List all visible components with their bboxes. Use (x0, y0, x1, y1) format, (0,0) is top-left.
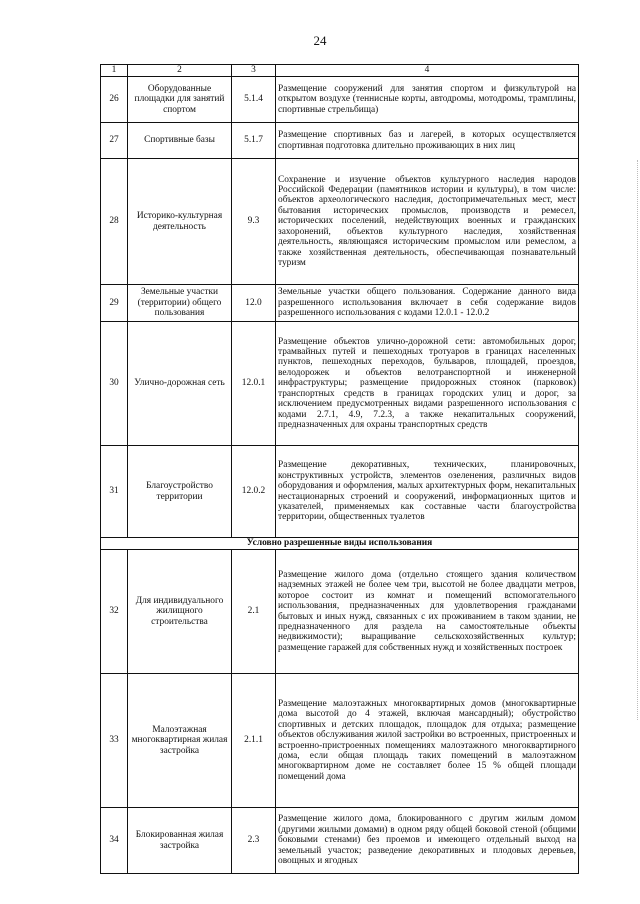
row-number: 29 (101, 285, 128, 322)
use-name: Оборудованные площадки для занятий спортом (128, 77, 232, 123)
row-number: 32 (101, 550, 128, 674)
table-row (101, 322, 579, 446)
use-name: Для индивидуального жилищного строительства (128, 550, 232, 674)
table-header-row (101, 65, 579, 77)
header-cell: 3 (232, 65, 276, 77)
use-code: 2.1 (232, 550, 276, 674)
row-number: 28 (101, 159, 128, 285)
use-description: Сохранение и изучение объектов культурного наследия народов Российской Федерации (памятников истории и культуры), в том числе: объектов археологического наследия, достопримечательных мест, мест бытования исторических промыслов, производств и ремесел, исторических поселений, недействующих военных и гражданских захоронений, объектов культурного наследия, хозяйственная деятельность, являющаяся историческим промыслом или ремеслом, а также хозяйственная деятельность, обеспечивающая познавательный туризм (276, 159, 579, 285)
header-cell: 1 (101, 65, 128, 77)
row-number: 26 (101, 77, 128, 123)
use-code: 2.1.1 (232, 674, 276, 808)
table-row (101, 808, 579, 874)
section-title: Условно разрешенные виды использования (101, 538, 579, 550)
use-code: 2.3 (232, 808, 276, 874)
use-description: Размещение малоэтажных многоквартирных домов (многоквартирные дома высотой до 4 этажей, включая мансардный); обустройство спортивных и детских площадок, площадок для отдыха; размещение объектов обслуживания жилой застройки во встроенных, пристроенных и встроенно-пристроенных помещениях малоэтажного многоквартирного дома, если общая площадь таких помещений в малоэтажном многоквартирном доме не составляет более 15 % общей площади помещений дома (276, 674, 579, 808)
table-row (101, 285, 579, 322)
use-name: Улично-дорожная сеть (128, 322, 232, 446)
table-row (101, 159, 579, 285)
use-code: 12.0 (232, 285, 276, 322)
use-name: Благоустройство территории (128, 446, 232, 538)
table-row (101, 674, 579, 808)
use-name: Историко-культурная деятельность (128, 159, 232, 285)
use-code: 9.3 (232, 159, 276, 285)
use-name: Блокированная жилая застройка (128, 808, 232, 874)
table-row (101, 77, 579, 123)
use-description: Размещение объектов улично-дорожной сети: автомобильных дорог, трамвайных путей и пешеходных тротуаров в границах населенных пунктов, пешеходных переходов, бульваров, площадей, проездов, велодорожек и объектов велотранспортной и инженерной инфраструктуры; размещение придорожных стоянок (парковок) транспортных средств в границах городских улиц и дорог, за исключением предусмотренных видами разрешенного использования с кодами 2.7.1, 4.9, 7.2.3, а также некапитальных сооружений, предназначенных для охраны транспортных средств (276, 322, 579, 446)
scan-edge-mark (636, 160, 638, 720)
table-row (101, 123, 579, 159)
use-description: Размещение жилого дома (отдельно стоящего здания количеством надземных этажей не более чем три, высотой не более двадцати метров, которое состоит из комнат и помещений вспомогательного использования, предназначенных для удовлетворения гражданами бытовых и иных нужд, связанных с их проживанием в таком здании, не предназначенного для раздела на самостоятельные объекты недвижимости); выращивание сельскохозяйственных культур; размещение гаражей для собственных нужд и хозяйственных построек (276, 550, 579, 674)
section-row (101, 538, 579, 550)
header-cell: 2 (128, 65, 232, 77)
page-number: 24 (313, 33, 327, 48)
row-number: 27 (101, 123, 128, 159)
use-description: Земельные участки общего пользования. Содержание данного вида разрешенного использования включает в себя содержание видов разрешенного использования с кодами 12.0.1 - 12.0.2 (276, 285, 579, 322)
use-name: Земельные участки (территории) общего пользования (128, 285, 232, 322)
row-number: 31 (101, 446, 128, 538)
use-name: Спортивные базы (128, 123, 232, 159)
use-code: 12.0.2 (232, 446, 276, 538)
row-number: 33 (101, 674, 128, 808)
table-row (101, 550, 579, 674)
table-row (101, 446, 579, 538)
row-number: 30 (101, 322, 128, 446)
use-code: 12.0.1 (232, 322, 276, 446)
use-code: 5.1.4 (232, 77, 276, 123)
use-description: Размещение декоративных, технических, планировочных, конструктивных устройств, элементов озеленения, различных видов оборудования и оформления, малых архитектурных форм, некапитальных нестационарных строений и сооружений, информационных щитов и указателей, применяемых как составные части благоустройства территории, общественных туалетов (276, 446, 579, 538)
use-description: Размещение спортивных баз и лагерей, в которых осуществляется спортивная подготовка длительно проживающих в них лиц (276, 123, 579, 159)
use-code: 5.1.7 (232, 123, 276, 159)
use-description: Размещение сооружений для занятия спортом и физкультурой на открытом воздухе (теннисные корты, автодромы, мотодромы, трамплины, спортивные стрельбища) (276, 77, 579, 123)
use-description: Размещение жилого дома, блокированного с другим жилым домом (другими жилыми домами) в одном ряду общей боковой стеной (общими боковыми стенами) без проемов и имеющего отдельный выход на земельный участок; разведение декоративных и плодовых деревьев, овощных и ягодных (276, 808, 579, 874)
row-number: 34 (101, 808, 128, 874)
header-cell: 4 (276, 65, 579, 77)
use-name: Малоэтажная многоквартирная жилая застройка (128, 674, 232, 808)
land-use-table (100, 64, 579, 874)
